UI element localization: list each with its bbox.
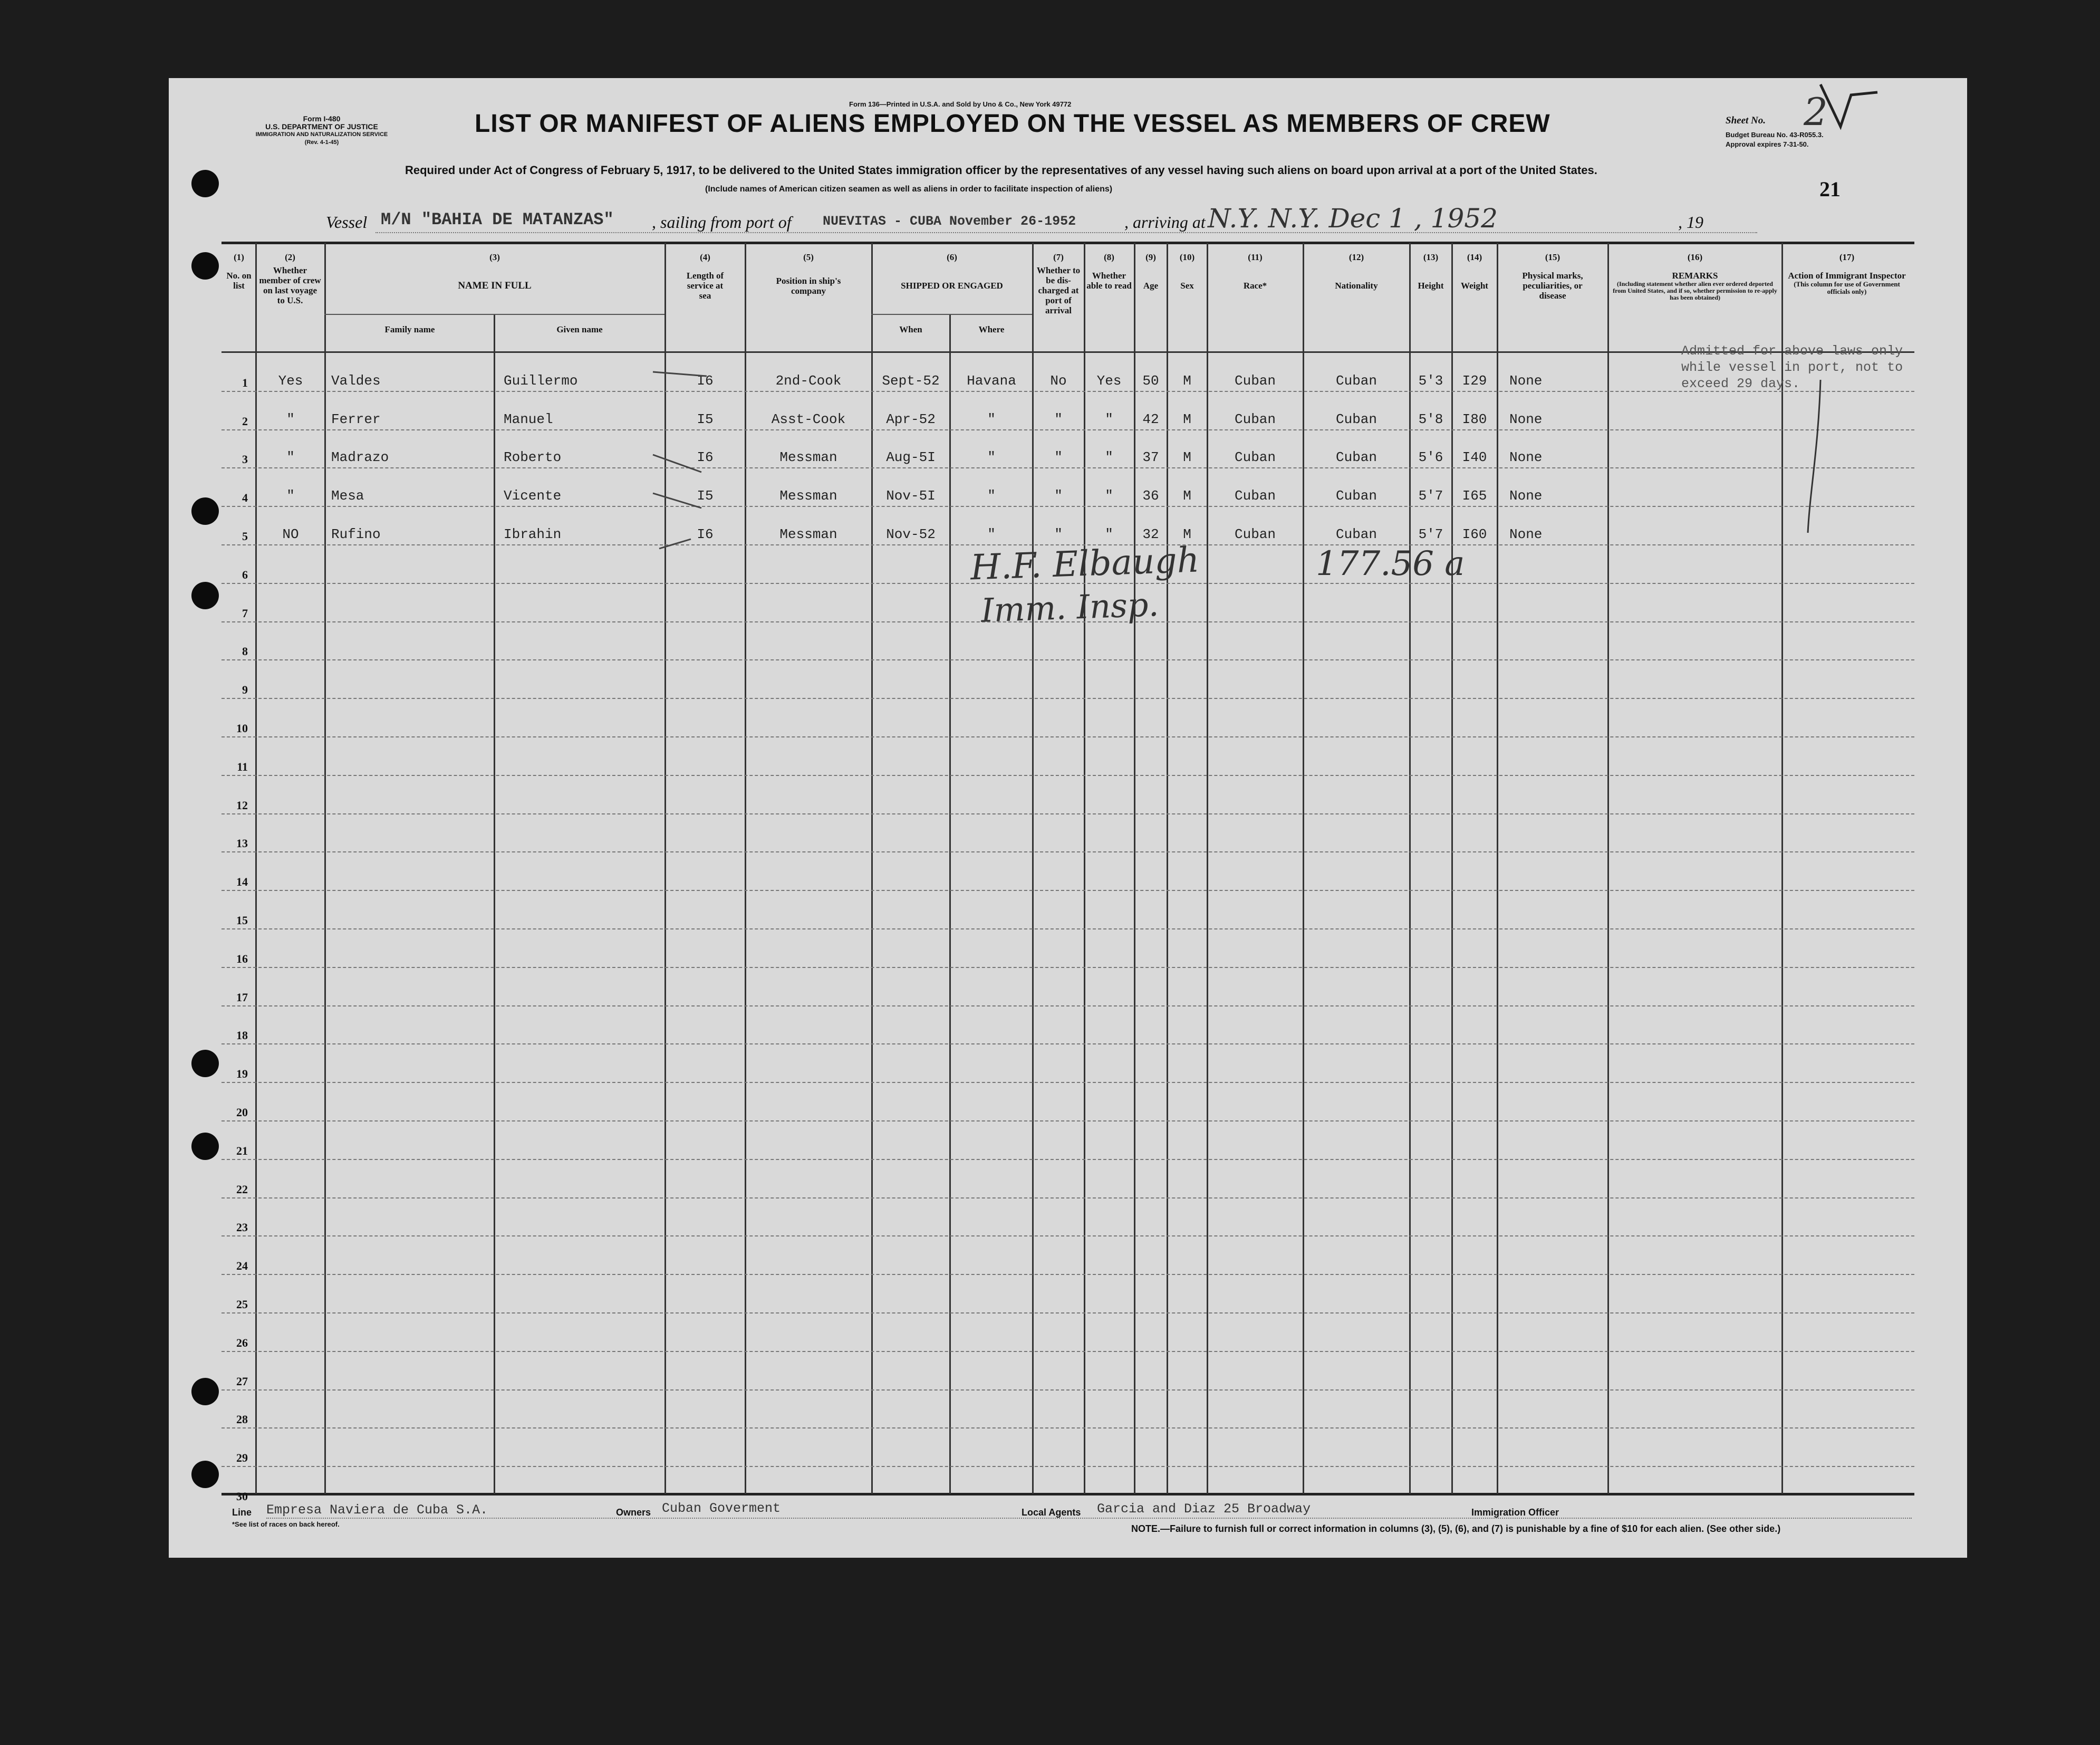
age-cell: 32 <box>1142 526 1159 542</box>
sex-cell: M <box>1183 411 1191 427</box>
agents-value: Garcia and Diaz 25 Broadway <box>1097 1501 1311 1517</box>
discharged-cell: No <box>1050 373 1067 389</box>
arriving-label: , arriving at <box>1124 213 1206 232</box>
position-cell: Messman <box>779 488 837 504</box>
given-name-header: Given name <box>556 324 603 334</box>
row-number: 20 <box>236 1106 248 1119</box>
sheet-number: 2 <box>1804 90 1828 134</box>
col8-header: (8) Whether able to read <box>1086 252 1132 291</box>
sex-cell: M <box>1183 488 1191 504</box>
printer-line: Form 136—Printed in U.S.A. and Sold by Uno & Co., New York 49772 <box>849 100 1072 108</box>
row-number: 15 <box>236 914 248 927</box>
inspector-title: Imm. Insp. <box>980 585 1160 630</box>
vessel-label: Vessel <box>326 213 368 232</box>
shipped-when-cell: Apr-52 <box>886 411 936 427</box>
officer-label: Immigration Officer <box>1471 1507 1559 1518</box>
race-cell: Cuban <box>1234 449 1276 465</box>
col11-header: (11) Race* <box>1243 252 1267 291</box>
shipped-where-cell: " <box>987 488 996 504</box>
col12-header: (12) Nationality <box>1335 252 1378 291</box>
shipped-where-cell: " <box>987 449 996 465</box>
shipped-when-cell: Nov-5I <box>886 488 936 504</box>
row-number: 6 <box>242 568 248 581</box>
able-to-read-cell: " <box>1105 449 1113 465</box>
physical-marks-cell: None <box>1509 526 1543 542</box>
able-to-read-cell: " <box>1105 526 1113 542</box>
service-name: IMMIGRATION AND NATURALIZATION SERVICE <box>255 131 388 138</box>
row-number: 8 <box>242 645 248 658</box>
shipped-when-cell: Sept-52 <box>882 373 940 389</box>
discharged-cell: " <box>1054 449 1063 465</box>
family-name-cell: Rufino <box>331 526 381 542</box>
weight-cell: I40 <box>1462 449 1487 465</box>
family-name-cell: Mesa <box>331 488 364 504</box>
departure-port: NUEVITAS - CUBA November 26-1952 <box>823 214 1076 229</box>
row-number: 9 <box>242 683 248 696</box>
given-name-cell: Roberto <box>504 449 562 465</box>
nationality-cell: Cuban <box>1335 526 1377 542</box>
nationality-cell: Cuban <box>1335 449 1377 465</box>
physical-marks-cell: None <box>1509 411 1543 427</box>
page-number: 21 <box>1819 177 1841 201</box>
given-name-cell: Ibrahin <box>504 526 562 542</box>
given-name-cell: Guillermo <box>504 373 578 389</box>
row-number: 29 <box>236 1451 248 1464</box>
row-number: 13 <box>236 837 248 850</box>
col7-header: (7) Whether to be dis-charged at port of arrival <box>1036 252 1081 315</box>
include-line: (Include names of American citizen seamen as well as aliens in order to facilitate inspection of aliens) <box>705 185 1113 194</box>
race-cell: Cuban <box>1234 488 1276 504</box>
reference-number: 177.56 a <box>1316 544 1465 583</box>
prev-voyage-cell: " <box>286 488 295 504</box>
nationality-cell: Cuban <box>1335 373 1377 389</box>
height-cell: 5'8 <box>1418 411 1443 427</box>
row-number: 3 <box>242 453 248 466</box>
height-cell: 5'7 <box>1418 488 1443 504</box>
col4-header: (4) Length of service at sea <box>686 252 724 301</box>
col16-header: (16) REMARKS (Including statement whether alien ever ordered deported from United States, and if so, whether permission to re-apply has been obtained) <box>1613 252 1777 301</box>
physical-marks-cell: None <box>1509 449 1543 465</box>
row-number: 1 <box>242 376 248 389</box>
discharged-cell: " <box>1054 526 1063 542</box>
prev-voyage-cell: NO <box>282 526 299 542</box>
discharged-cell: " <box>1054 411 1063 427</box>
form-number: Form I-480 <box>303 114 341 123</box>
service-length-cell: I6 <box>697 526 714 542</box>
department: U.S. DEPARTMENT OF JUSTICE <box>265 122 378 131</box>
race-cell: Cuban <box>1234 526 1276 542</box>
service-length-cell: I5 <box>697 488 714 504</box>
row-number: 10 <box>236 722 248 735</box>
budget-bureau: Budget Bureau No. 43-R055.3. <box>1726 131 1824 139</box>
nationality-cell: Cuban <box>1335 411 1377 427</box>
line-label: Line <box>232 1507 252 1518</box>
sheet-label: Sheet No. <box>1726 115 1766 126</box>
shipped-when-cell: Nov-52 <box>886 526 936 542</box>
col9-header: (9) Age <box>1143 252 1159 291</box>
age-cell: 37 <box>1142 449 1159 465</box>
col1-header: (1) No. on list <box>226 252 252 291</box>
row-number: 21 <box>236 1144 248 1157</box>
family-name-header: Family name <box>384 324 435 334</box>
shipped-where-cell: " <box>987 526 996 542</box>
row-number: 27 <box>236 1375 248 1388</box>
weight-cell: I80 <box>1462 411 1487 427</box>
col5-header: (5) Position in ship's company <box>776 252 841 296</box>
shipped-where-cell: Havana <box>967 373 1016 389</box>
row-number: 18 <box>236 1029 248 1042</box>
age-cell: 42 <box>1142 411 1159 427</box>
row-number: 26 <box>236 1336 248 1349</box>
row-number: 30 <box>236 1490 248 1503</box>
physical-marks-cell: None <box>1509 488 1543 504</box>
position-cell: Messman <box>779 526 837 542</box>
family-name-cell: Valdes <box>331 373 381 389</box>
approval-expiry: Approval expires 7-31-50. <box>1726 140 1809 148</box>
position-cell: Asst-Cook <box>771 411 846 427</box>
row-number: 22 <box>236 1183 248 1196</box>
line-value: Empresa Naviera de Cuba S.A. <box>266 1502 488 1518</box>
weight-cell: I60 <box>1462 526 1487 542</box>
sex-cell: M <box>1183 526 1191 542</box>
age-cell: 50 <box>1142 373 1159 389</box>
row-number: 16 <box>236 952 248 965</box>
sex-cell: M <box>1183 449 1191 465</box>
vessel-name: M/N "BAHIA DE MATANZAS" <box>381 210 614 229</box>
revision: (Rev. 4-1-45) <box>304 139 339 146</box>
given-name-cell: Vicente <box>504 488 562 504</box>
owners-label: Owners <box>616 1507 651 1518</box>
row-number: 2 <box>242 415 248 428</box>
col13-header: (13) Height <box>1418 252 1444 291</box>
physical-marks-cell: None <box>1509 373 1543 389</box>
row-number: 19 <box>236 1067 248 1080</box>
shipped-when-cell: Aug-5I <box>886 449 936 465</box>
prev-voyage-cell: " <box>286 411 295 427</box>
row-number: 28 <box>236 1413 248 1426</box>
row-number: 25 <box>236 1298 248 1311</box>
col2-header: (2) Whether member of crew on last voyage to U.S. <box>259 252 321 305</box>
shipped-where-cell: " <box>987 411 996 427</box>
col14-header: (14) Weight <box>1461 252 1488 291</box>
race-cell: Cuban <box>1234 411 1276 427</box>
row-number: 24 <box>236 1259 248 1272</box>
agents-label: Local Agents <box>1022 1507 1081 1518</box>
row-number: 7 <box>242 607 248 620</box>
shipped-when-header: When <box>899 324 922 334</box>
sex-cell: M <box>1183 373 1191 389</box>
page-title: LIST OR MANIFEST OF ALIENS EMPLOYED ON THE VESSEL AS MEMBERS OF CREW <box>475 110 1550 138</box>
required-line: Required under Act of Congress of February 5, 1917, to be delivered to the United States immigration officer by the representatives of any vessel having such aliens on board upon arrival at a port of the United States. <box>405 164 1597 177</box>
service-length-cell: I5 <box>697 411 714 427</box>
able-to-read-cell: " <box>1105 411 1113 427</box>
race-cell: Cuban <box>1234 373 1276 389</box>
height-cell: 5'7 <box>1418 526 1443 542</box>
row-number: 23 <box>236 1221 248 1234</box>
year-label: , 19 <box>1678 213 1703 232</box>
col17-header: (17) Action of Immigrant Inspector (This column for use of Government officials only) <box>1788 252 1906 295</box>
arrival-port-date: N.Y. N.Y. Dec 1 , 1952 <box>1208 203 1498 234</box>
weight-cell: I29 <box>1462 373 1487 389</box>
age-cell: 36 <box>1142 488 1159 504</box>
col6-header: (6) SHIPPED OR ENGAGED <box>901 252 1003 291</box>
penalty-note: NOTE.—Failure to furnish full or correct information in columns (3), (5), (6), and (7) is punishable by a fine of $10 for each alien. (See other side.) <box>1131 1523 1781 1534</box>
height-cell: 5'6 <box>1418 449 1443 465</box>
given-name-cell: Manuel <box>504 411 553 427</box>
footer-underline <box>266 1518 1912 1519</box>
weight-cell: I65 <box>1462 488 1487 504</box>
sailing-label: , sailing from port of <box>652 213 792 232</box>
admission-stamp: Admitted for above laws only while vessel in port, not to exceed 29 days. <box>1681 343 1903 391</box>
row-number: 12 <box>236 799 248 812</box>
col10-header: (10) Sex <box>1179 252 1195 291</box>
able-to-read-cell: " <box>1105 488 1113 504</box>
nationality-cell: Cuban <box>1335 488 1377 504</box>
prev-voyage-cell: " <box>286 449 295 465</box>
row-number: 11 <box>237 760 248 773</box>
owners-value: Cuban Goverment <box>662 1501 781 1516</box>
races-note: *See list of races on back hereof. <box>232 1520 340 1528</box>
prev-voyage-cell: Yes <box>278 373 303 389</box>
height-cell: 5'3 <box>1418 373 1443 389</box>
inspector-signature: H.F. Elbaugh <box>969 539 1200 588</box>
position-cell: Messman <box>779 449 837 465</box>
shipped-where-header: Where <box>978 324 1005 334</box>
able-to-read-cell: Yes <box>1096 373 1122 389</box>
service-length-cell: I6 <box>697 373 714 389</box>
family-name-cell: Ferrer <box>331 411 381 427</box>
row-number: 17 <box>236 991 248 1004</box>
row-number: 14 <box>236 875 248 888</box>
row-number: 5 <box>242 530 248 543</box>
family-name-cell: Madrazo <box>331 449 389 465</box>
position-cell: 2nd-Cook <box>775 373 842 389</box>
service-length-cell: I6 <box>697 449 714 465</box>
row-number: 4 <box>242 491 248 504</box>
discharged-cell: " <box>1054 488 1063 504</box>
col15-header: (15) Physical marks, peculiarities, or disease <box>1522 252 1583 301</box>
col3-header: (3) NAME IN FULL <box>458 252 532 291</box>
